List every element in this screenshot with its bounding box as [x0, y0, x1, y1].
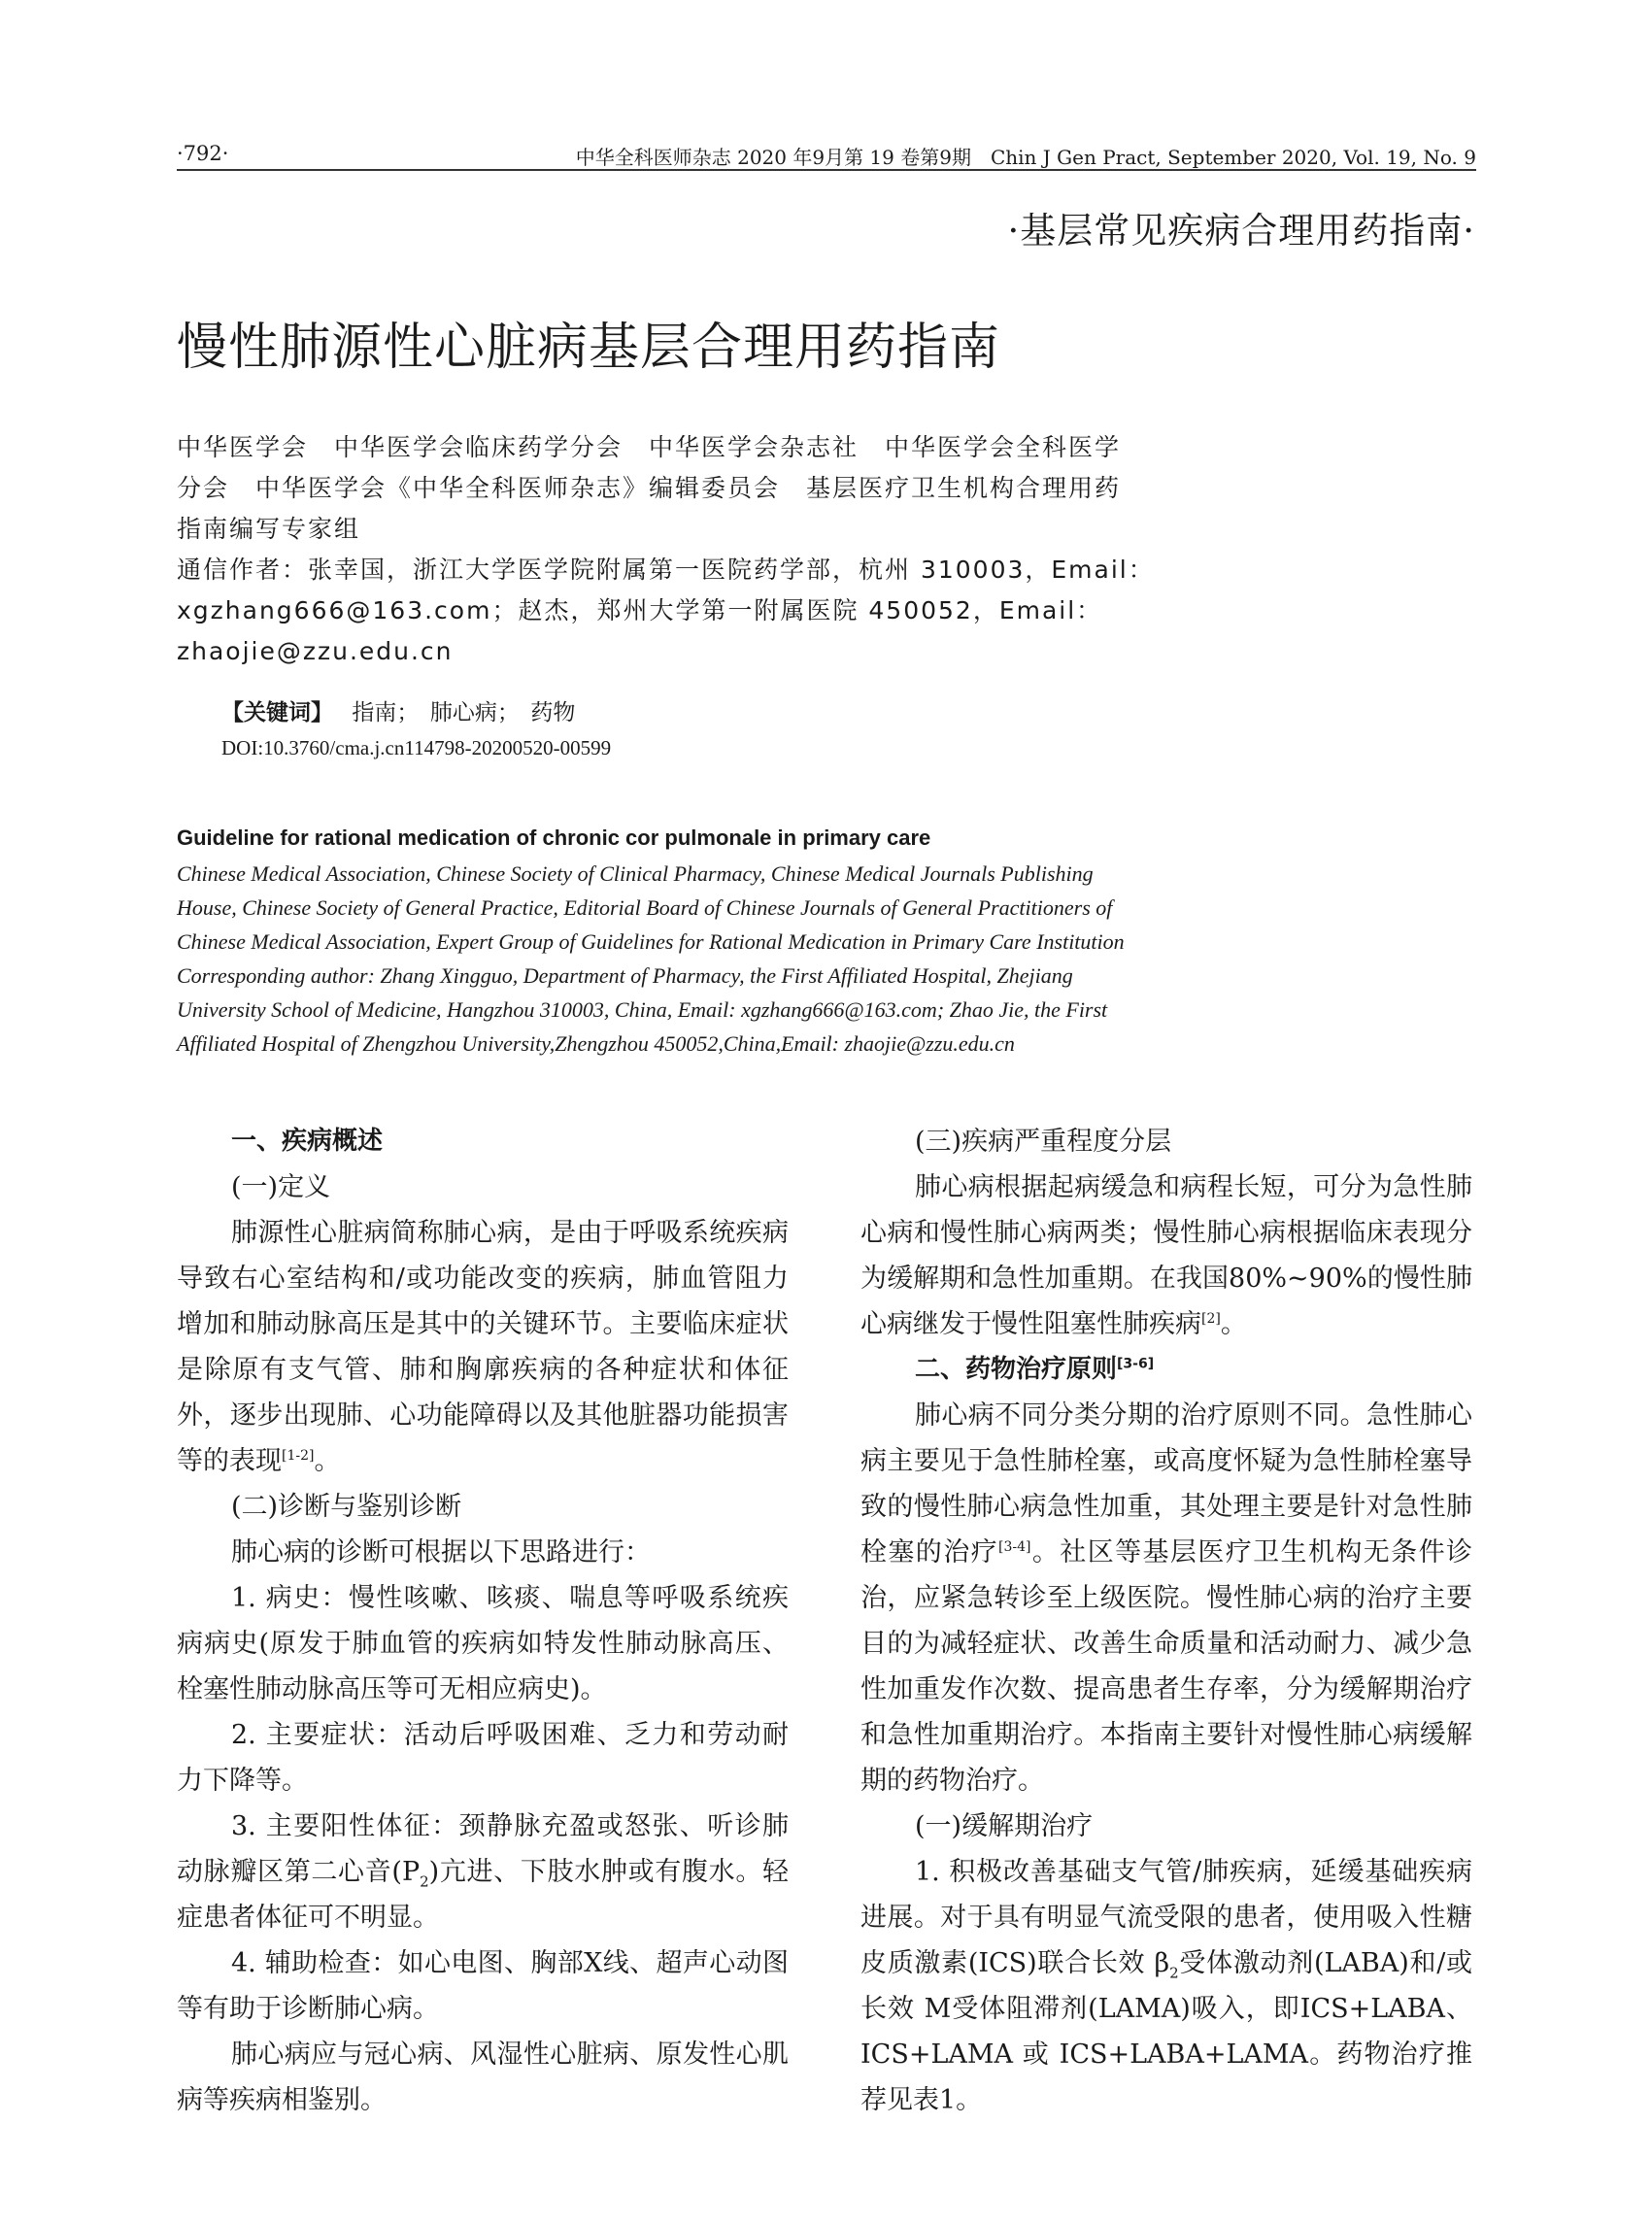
paragraph: 肺心病的诊断可根据以下思路进行：	[231, 1537, 651, 1568]
english-author-line: Chinese Medical Association, Chinese Society of Clinical Pharmacy, Chinese Medical Journals Publishing	[177, 861, 1094, 886]
section-heading: 二、药物治疗原则[3-6]	[915, 1355, 1155, 1384]
paragraph: 1. 积极改善基础支气管/肺疾病，延缓基础疾病进展。对于具有明显气流受限的患者，使用吸入性糖皮质激素(ICS)联合长效 $\beta_2$受体激动剂(LABA)和/或长效 M受体阻滞剂(LAMA)吸入，即ICS+LABA、ICS+LAMA 或 ICS+LABA+LAMA。药物治疗推荐见表1。	[860, 1857, 1472, 2115]
page-number: ·792·	[177, 142, 229, 165]
correspondence-line: 通信作者：张幸国，浙江大学医学院附属第一医院药学部，杭州 310003，Email：	[177, 556, 1155, 584]
section-heading: 一、疾病概述	[231, 1127, 384, 1156]
running-header	[177, 136, 1476, 171]
english-author-line: Chinese Medical Association, Expert Group of Guidelines for Rational Medication in Primary Care Institution	[177, 929, 1125, 954]
citation-ref: [3-4]	[998, 1539, 1031, 1555]
author-line: 指南编写专家组	[177, 515, 361, 543]
english-title: Guideline for rational medication of chronic cor pulmonale in primary care	[177, 826, 931, 850]
list-item: 2. 主要症状：活动后呼吸困难、乏力和劳动耐力下降等。	[177, 1720, 789, 1796]
keywords-text: 指南； 肺心病； 药物	[352, 700, 576, 725]
citation-ref: [1-2]	[282, 1448, 315, 1464]
correspondence-line: xgzhang666@163.com；赵杰，郑州大学第一附属医院 450052，Email：zhaojie@zzu.edu.cn	[177, 596, 1103, 665]
article-title: 慢性肺源性心脏病基层合理用药指南	[177, 319, 1001, 377]
paragraph: 肺心病应与冠心病、风湿性心脏病、原发性心肌病等疾病相鉴别。	[177, 2040, 789, 2115]
english-author-line: House, Chinese Society of General Practice, Editorial Board of Chinese Journals of General Practitioners of	[177, 895, 1113, 920]
paragraph: 肺心病不同分类分期的治疗原则不同。急性肺心病主要见于急性肺栓塞，或高度怀疑为急性肺栓塞导致的慢性肺心病急性加重，其处理主要是针对急性肺栓塞的治疗[3-4]。社区等基层医疗卫生机构无条件诊治，应紧急转诊至上级医院。慢性肺心病的治疗主要目的为减轻症状、改善生命质量和活动耐力、减少急性加重发作次数、提高患者生存率，分为缓解期治疗和急性加重期治疗。本指南主要针对慢性肺心病缓解期的药物治疗。	[860, 1400, 1472, 1796]
paragraph: 肺心病根据起病缓急和病程长短，可分为急性肺心病和慢性肺心病两类；慢性肺心病根据临床表现分为缓解期和急性加重期。在我国80%~90%的慢性肺心病继发于慢性阻塞性肺疾病[2]。	[860, 1172, 1472, 1339]
english-author-line: Corresponding author: Zhang Xingguo, Department of Pharmacy, the First Affiliated Hospital, Zhejiang	[177, 963, 1073, 988]
list-item: 3. 主要阳性体征：颈静脉充盈或怒张、听诊肺动脉瓣区第二心音$(P_2)$亢进、下肢水肿或有腹水。轻症患者体征可不明显。	[177, 1811, 789, 1933]
subsection-heading: (一)缓解期治疗	[915, 1811, 1094, 1841]
subsection-heading: (一)定义	[231, 1172, 331, 1202]
list-item: 4. 辅助检查：如心电图、胸部X线、超声心动图等有助于诊断肺心病。	[177, 1948, 789, 2024]
section-tag: ·基层常见疾病合理用药指南·	[1007, 210, 1475, 252]
subsection-heading: (二)诊断与鉴别诊断	[231, 1492, 462, 1522]
left-column	[177, 1119, 789, 2123]
english-author-line: Affiliated Hospital of Zhengzhou University,Zhengzhou 450052,China,Email: zhaojie@zzu.edu.cn	[177, 1031, 1015, 1056]
doi: DOI:10.3760/cma.j.cn114798-20200520-00599	[221, 736, 612, 759]
paragraph: 肺源性心脏病简称肺心病，是由于呼吸系统疾病导致右心室结构和/或功能改变的疾病，肺血管阻力增加和肺动脉高压是其中的关键环节。主要临床症状是除原有支气管、肺和胸廓疾病的各种症状和体征外，逐步出现肺、心功能障碍以及其他脏器功能损害等的表现[1-2]。	[177, 1218, 789, 1476]
subsection-heading: (三)疾病严重程度分层	[915, 1127, 1172, 1157]
english-author-line: University School of Medicine, Hangzhou 310003, China, Email: xgzhang666@163.com; Zhao Jie, the First	[177, 997, 1108, 1022]
author-line: 分会 中华医学会《中华全科医师杂志》编辑委员会 基层医疗卫生机构合理用药	[177, 474, 1122, 502]
list-item: 1. 病史：慢性咳嗽、咳痰、喘息等呼吸系统疾病病史(原发于肺血管的疾病如特发性肺动脉高压、栓塞性肺动脉高压等可无相应病史)。	[177, 1583, 789, 1704]
author-line: 中华医学会 中华医学会临床药学分会 中华医学会杂志社 中华医学会全科医学	[177, 433, 1122, 461]
citation-ref: [2]	[1201, 1311, 1221, 1327]
keywords	[221, 694, 575, 726]
english-author-block	[177, 857, 1226, 1061]
author-block	[177, 427, 1235, 672]
citation-ref: [3-6]	[1117, 1356, 1155, 1372]
keywords-label: 【关键词】	[221, 700, 333, 725]
right-column	[860, 1119, 1472, 2123]
journal-citation: 中华全科医师杂志 2020 年9月第 19 卷第9期 Chin J Gen Pract, September 2020, Vol. 19, No. 9	[575, 146, 1476, 169]
